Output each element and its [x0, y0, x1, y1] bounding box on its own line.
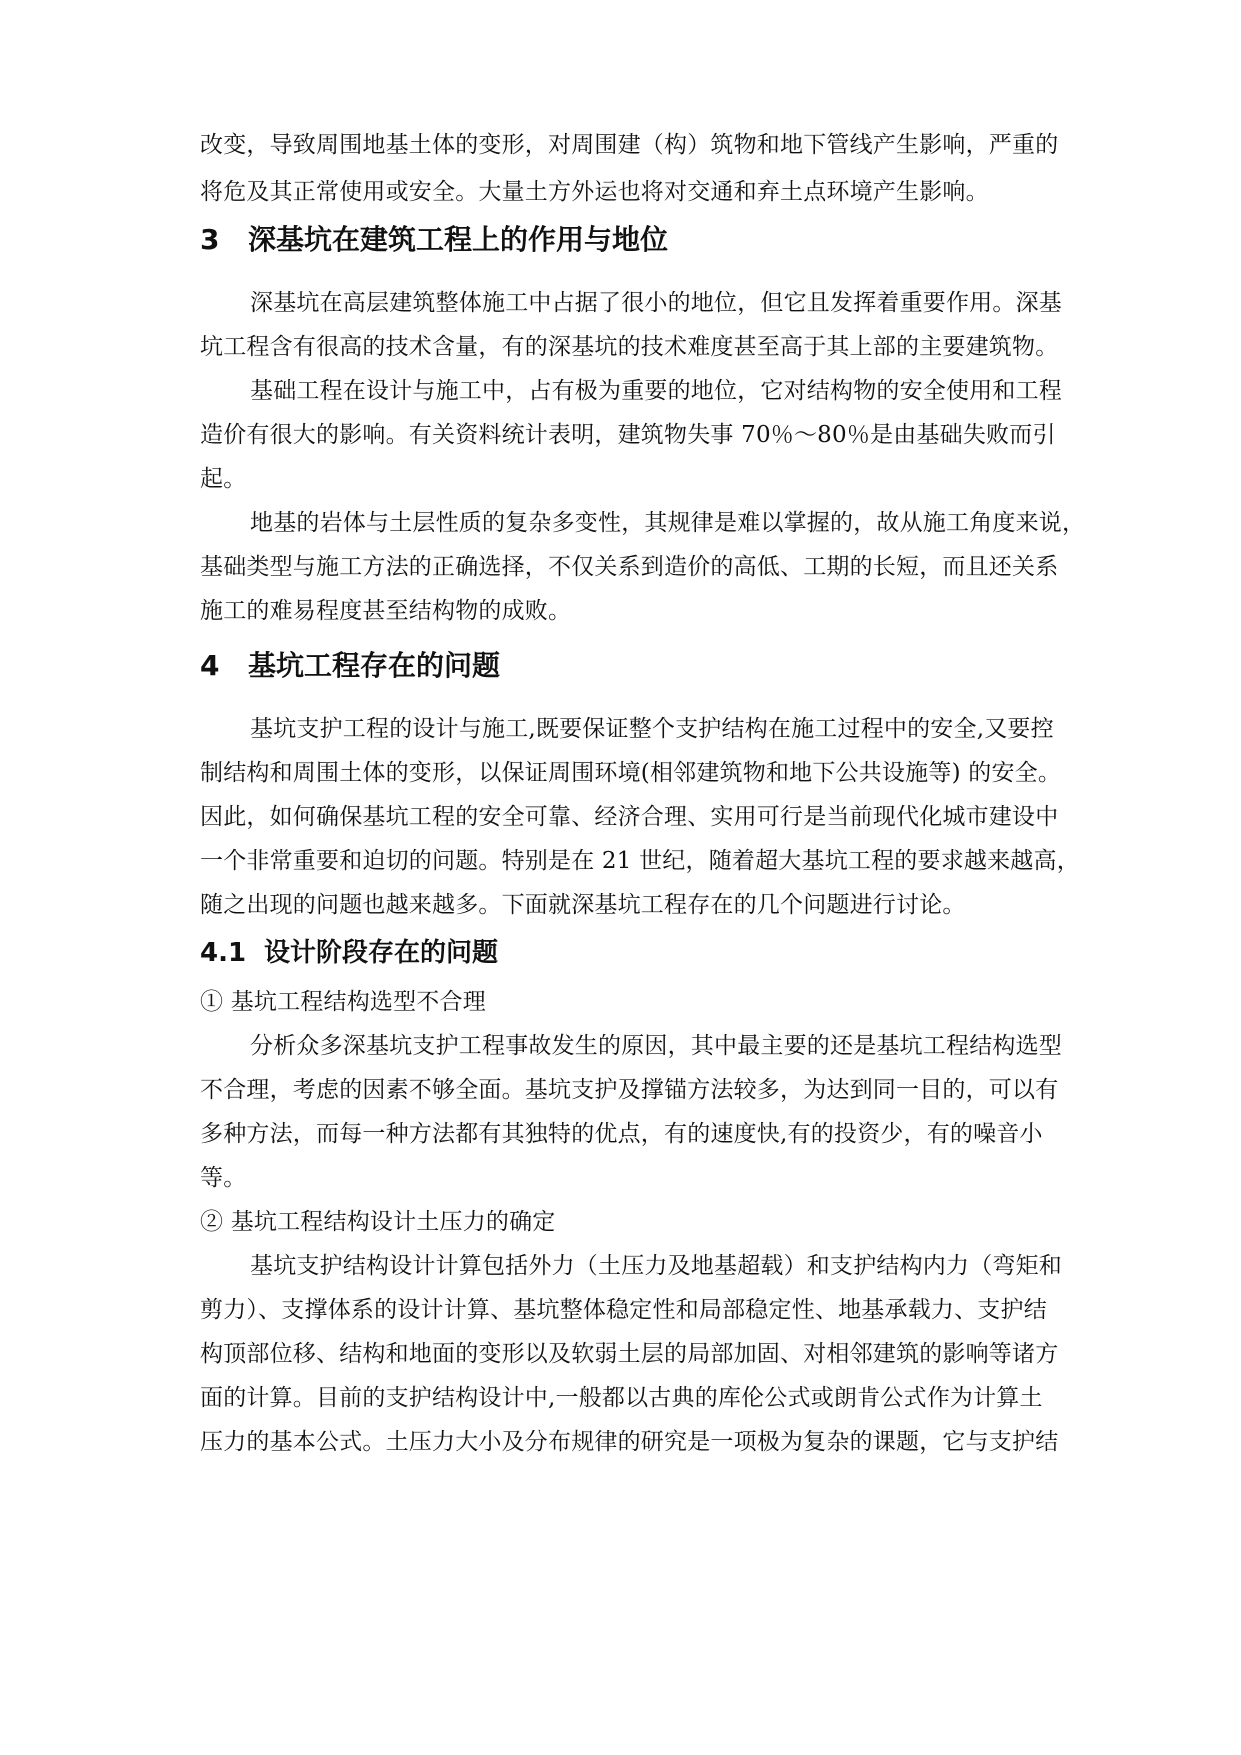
list-item: ② 基坑工程结构设计土压力的确定: [200, 1209, 556, 1235]
paragraph-line: 基础工程在设计与施工中，占有极为重要的地位，它对结构物的安全使用和工程: [250, 378, 1062, 404]
section-number: 3: [200, 223, 220, 256]
paragraph-line: 基础类型与施工方法的正确选择，不仅关系到造价的高低、工期的长短，而且还关系: [200, 554, 1059, 580]
paragraph-line: 随之出现的问题也越来越多。下面就深基坑工程存在的几个问题进行讨论。: [200, 892, 966, 918]
section-title: 基坑工程存在的问题: [248, 649, 501, 682]
paragraph-line: 等。: [200, 1165, 247, 1191]
paragraph-line: 将危及其正常使用或安全。大量土方外运也将对交通和弃土点环境产生影响。: [200, 179, 989, 205]
paragraph-line: 地基的岩体与土层性质的复杂多变性，其规律是难以掌握的，故从施工角度来说，: [250, 510, 1086, 536]
paragraph-line: 制结构和周围土体的变形，以保证周围环境(相邻建筑物和地下公共设施等) 的安全。: [200, 760, 1062, 786]
paragraph-line: 一个非常重要和迫切的问题。特别是在 21 世纪，随着超大基坑工程的要求越来越高，: [200, 848, 1080, 874]
paragraph-line: 面的计算。目前的支护结构设计中,一般都以古典的库伦公式或朗肯公式作为计算土: [200, 1385, 1043, 1411]
paragraph-line: 不合理，考虑的因素不够全面。基坑支护及撑锚方法较多，为达到同一目的，可以有: [200, 1077, 1059, 1103]
paragraph-line: 剪力）、支撑体系的设计计算、基坑整体稳定性和局部稳定性、地基承载力、支护结: [200, 1297, 1047, 1323]
paragraph-line: 压力的基本公式。土压力大小及分布规律的研究是一项极为复杂的课题，它与支护结: [200, 1429, 1059, 1455]
paragraph-line: 构顶部位移、结构和地面的变形以及软弱土层的局部加固、对相邻建筑的影响等诸方: [200, 1341, 1059, 1367]
section-4-heading: [200, 648, 1120, 684]
paragraph-line: 基坑支护工程的设计与施工,既要保证整个支护结构在施工过程中的安全,又要控: [250, 716, 1054, 742]
subsection-4-1-heading: [200, 937, 1120, 969]
paragraph-line: 起。: [200, 466, 247, 492]
section-number: 4: [200, 649, 220, 682]
section-3-heading: [200, 222, 1120, 258]
subsection-title: 设计阶段存在的问题: [264, 938, 499, 968]
paragraph-line: 多种方法，而每一种方法都有其独特的优点，有的速度快,有的投资少，有的噪音小: [200, 1121, 1043, 1147]
paragraph-line: 造价有很大的影响。有关资料统计表明，建筑物失事 70％～80％是由基础失败而引: [200, 422, 1056, 448]
paragraph-line: 施工的难易程度甚至结构物的成败。: [200, 598, 572, 624]
section-title: 深基坑在建筑工程上的作用与地位: [248, 223, 669, 256]
paragraph-line: 改变，导致周围地基土体的变形，对周围建（构）筑物和地下管线产生影响，严重的: [200, 132, 1059, 158]
paragraph-line: 因此，如何确保基坑工程的安全可靠、经济合理、实用可行是当前现代化城市建设中: [200, 804, 1059, 830]
paragraph-line: 分析众多深基坑支护工程事故发生的原因，其中最主要的还是基坑工程结构选型: [250, 1033, 1062, 1059]
paragraph-line: 基坑支护结构设计计算包括外力（土压力及地基超载）和支护结构内力（弯矩和: [250, 1253, 1062, 1279]
list-item: ① 基坑工程结构选型不合理: [200, 989, 486, 1015]
paragraph-line: 深基坑在高层建筑整体施工中占据了很小的地位，但它且发挥着重要作用。深基: [250, 290, 1062, 316]
paragraph-line: 坑工程含有很高的技术含量，有的深基坑的技术难度甚至高于其上部的主要建筑物。: [200, 334, 1059, 360]
subsection-number: 4.1: [200, 938, 247, 968]
